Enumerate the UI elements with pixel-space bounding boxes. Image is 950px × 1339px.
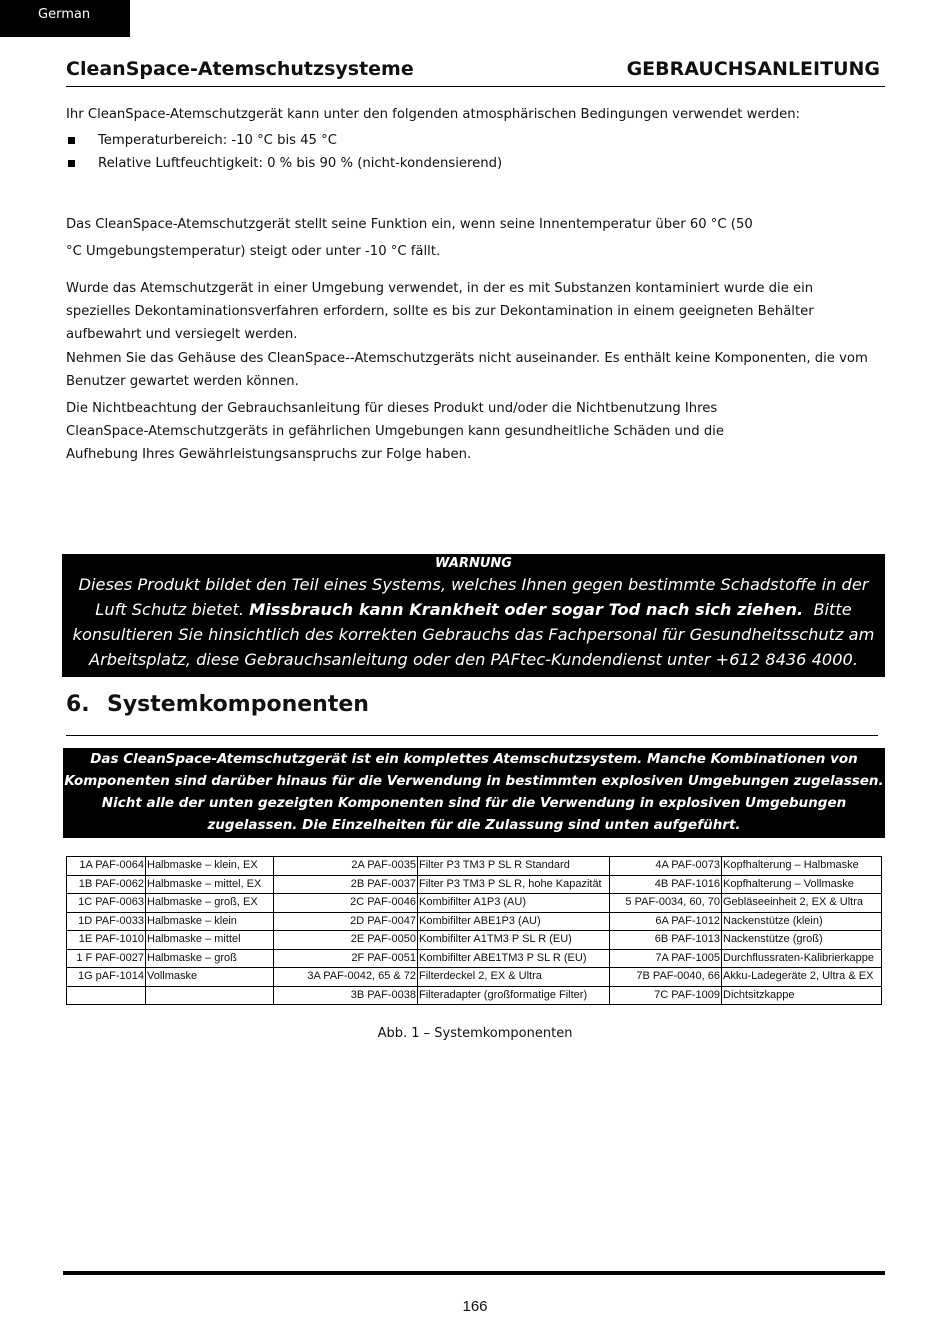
bullet-square-icon [68,137,75,144]
part-number-cell: 1G pAF-1014 [67,968,146,987]
part-description-cell: Nackenstütze (klein) [722,912,882,931]
part-number-cell: 5 PAF-0034, 60, 70 [610,894,722,913]
table-row [67,986,882,1005]
page-number: 166 [462,1298,488,1315]
part-number-cell: 2C PAF-0046 [274,894,418,913]
part-description-cell: Halbmaske – mittel, EX [146,875,274,894]
part-number-cell: 7C PAF-1009 [610,986,722,1005]
components-table [66,856,882,1005]
table-row [67,875,882,894]
page-header [66,56,885,87]
section-number: 6. [66,692,90,717]
footer-divider [63,1271,885,1275]
paragraph-housing: Nehmen Sie das Gehäuse des CleanSpace--Atemschutzgeräts nicht auseinander. Es enthält keine Komponenten, die vom Benutzer gewartet werden können. [66,351,868,389]
part-description-cell: Kombifilter ABE1TM3 P SL R (EU) [418,949,610,968]
part-number-cell: 1A PAF-0064 [67,857,146,876]
part-description-cell: Filter P3 TM3 P SL R Standard [418,857,610,876]
part-description-cell: Kombifilter ABE1P3 (AU) [418,912,610,931]
part-number-cell: 1B PAF-0062 [67,875,146,894]
part-number-cell: 2E PAF-0050 [274,931,418,950]
part-number-cell: 2D PAF-0047 [274,912,418,931]
part-description-cell: Halbmaske – groß, EX [146,894,274,913]
part-number-cell: 3B PAF-0038 [274,986,418,1005]
bullet-square-icon [68,160,75,167]
part-description-cell: Filterdeckel 2, EX & Ultra [418,968,610,987]
part-number-cell: 1C PAF-0063 [67,894,146,913]
table-row [67,894,882,913]
intro-text: Ihr CleanSpace-Atemschutzgerät kann unter den folgenden atmosphärischen Bedingungen verwendet werden: [66,107,801,122]
part-description-cell: Filter P3 TM3 P SL R, hohe Kapazität [418,875,610,894]
warning-box [62,554,885,677]
paragraph-decontamination: Wurde das Atemschutzgerät in einer Umgebung verwendet, in der es mit Substanzen kontaminiert wurde die ein spezielles Dekontaminationsverfahren erfordern, sollte es bis zur Dekontamination in einem geeigneten Behälter aufbewahrt und versiegelt werden. [66,281,814,342]
part-description-cell: Halbmaske – klein, EX [146,857,274,876]
section-heading [66,690,878,736]
section-title: Systemkomponenten [107,692,369,717]
paragraph-warranty: Die Nichtbeachtung der Gebrauchsanleitung für dieses Produkt und/oder die Nichtbenutzung Ihres CleanSpace-Atemschutzgeräts in gefährlichen Umgebungen kann gesundheitliche Schäden und die Aufhebung Ihres Gewährleistungsanspruchs zur Folge haben. [66,401,724,462]
part-description-cell: Halbmaske – klein [146,912,274,931]
table-row [67,968,882,987]
document-title: CleanSpace-Atemschutzsysteme [66,58,414,80]
part-number-cell: 6A PAF-1012 [610,912,722,931]
part-description-cell: Durchflussraten-Kalibrierkappe [722,949,882,968]
part-description-cell: Dichtsitzkappe [722,986,882,1005]
table-row [67,931,882,950]
part-description-cell: Filteradapter (großformatige Filter) [418,986,610,1005]
approval-note-box: Das CleanSpace-Atemschutzgerät ist ein komplettes Atemschutzsystem. Manche Kombinationen von Komponenten sind darüber hinaus für die Verwendung in bestimmten explosiven Umgebungen zugelassen. Nicht alle der unten gezeigten Komponenten sind für die Verwendung in explosiven Umgebungen zugelassen. Die Einzelheiten für die Zulassung sind unten aufgeführt. [63,748,885,838]
paragraph-temperature: Das CleanSpace-Atemschutzgerät stellt seine Funktion ein, wenn seine Innentemperatur über 60 °C (50 °C Umgebungstemperatur) steigt oder unter -10 °C fällt. [66,217,753,259]
part-number-cell: 2B PAF-0037 [274,875,418,894]
part-number-cell: 4B PAF-1016 [610,875,722,894]
warning-emphasis: Missbrauch kann Krankheit oder sogar Tod nach sich ziehen. [249,600,804,619]
part-number-cell: 3A PAF-0042, 65 & 72 [274,968,418,987]
part-description-cell: Akku-Ladegeräte 2, Ultra & EX [722,968,882,987]
language-tab: German [0,0,130,37]
part-number-cell [67,986,146,1005]
part-number-cell: 1 F PAF-0027 [67,949,146,968]
part-number-cell: 7A PAF-1005 [610,949,722,968]
part-number-cell: 1E PAF-1010 [67,931,146,950]
part-number-cell: 4A PAF-0073 [610,857,722,876]
warning-text: Dieses Produkt bildet den Teil eines Systems, welches Ihnen gegen bestimmte Schadstoffe in der Luft Schutz bietet. Missbrauch kann Krankheit oder sogar Tod nach sich ziehen. Bitte konsultieren Sie hinsichtlich des korrekten Gebrauchs das Fachpersonal für Gesundheitsschutz am Arbeitsplatz, diese Gebrauchsanleitung oder den PAFtec-Kundendienst unter +612 8436 4000. [72,575,875,669]
part-description-cell: Kombifilter A1TM3 P SL R (EU) [418,931,610,950]
part-number-cell: 6B PAF-1013 [610,931,722,950]
figure-caption: Abb. 1 – Systemkomponenten [377,1026,573,1041]
part-number-cell: 2A PAF-0035 [274,857,418,876]
part-description-cell: Gebläseeinheit 2, EX & Ultra [722,894,882,913]
warning-heading: WARNUNG [435,556,512,571]
table-row [67,857,882,876]
part-number-cell: 7B PAF-0040, 66 [610,968,722,987]
table-row [67,912,882,931]
document-type: GEBRAUCHSANLEITUNG [626,58,880,80]
part-description-cell: Kombifilter A1P3 (AU) [418,894,610,913]
part-description-cell: Kopfhalterung – Halbmaske [722,857,882,876]
part-description-cell: Nackenstütze (groß) [722,931,882,950]
table-row [67,949,882,968]
part-description-cell: Halbmaske – mittel [146,931,274,950]
part-description-cell [146,986,274,1005]
part-description-cell: Kopfhalterung – Vollmaske [722,875,882,894]
part-number-cell: 1D PAF-0033 [67,912,146,931]
part-description-cell: Halbmaske – groß [146,949,274,968]
part-number-cell: 2F PAF-0051 [274,949,418,968]
part-description-cell: Vollmaske [146,968,274,987]
